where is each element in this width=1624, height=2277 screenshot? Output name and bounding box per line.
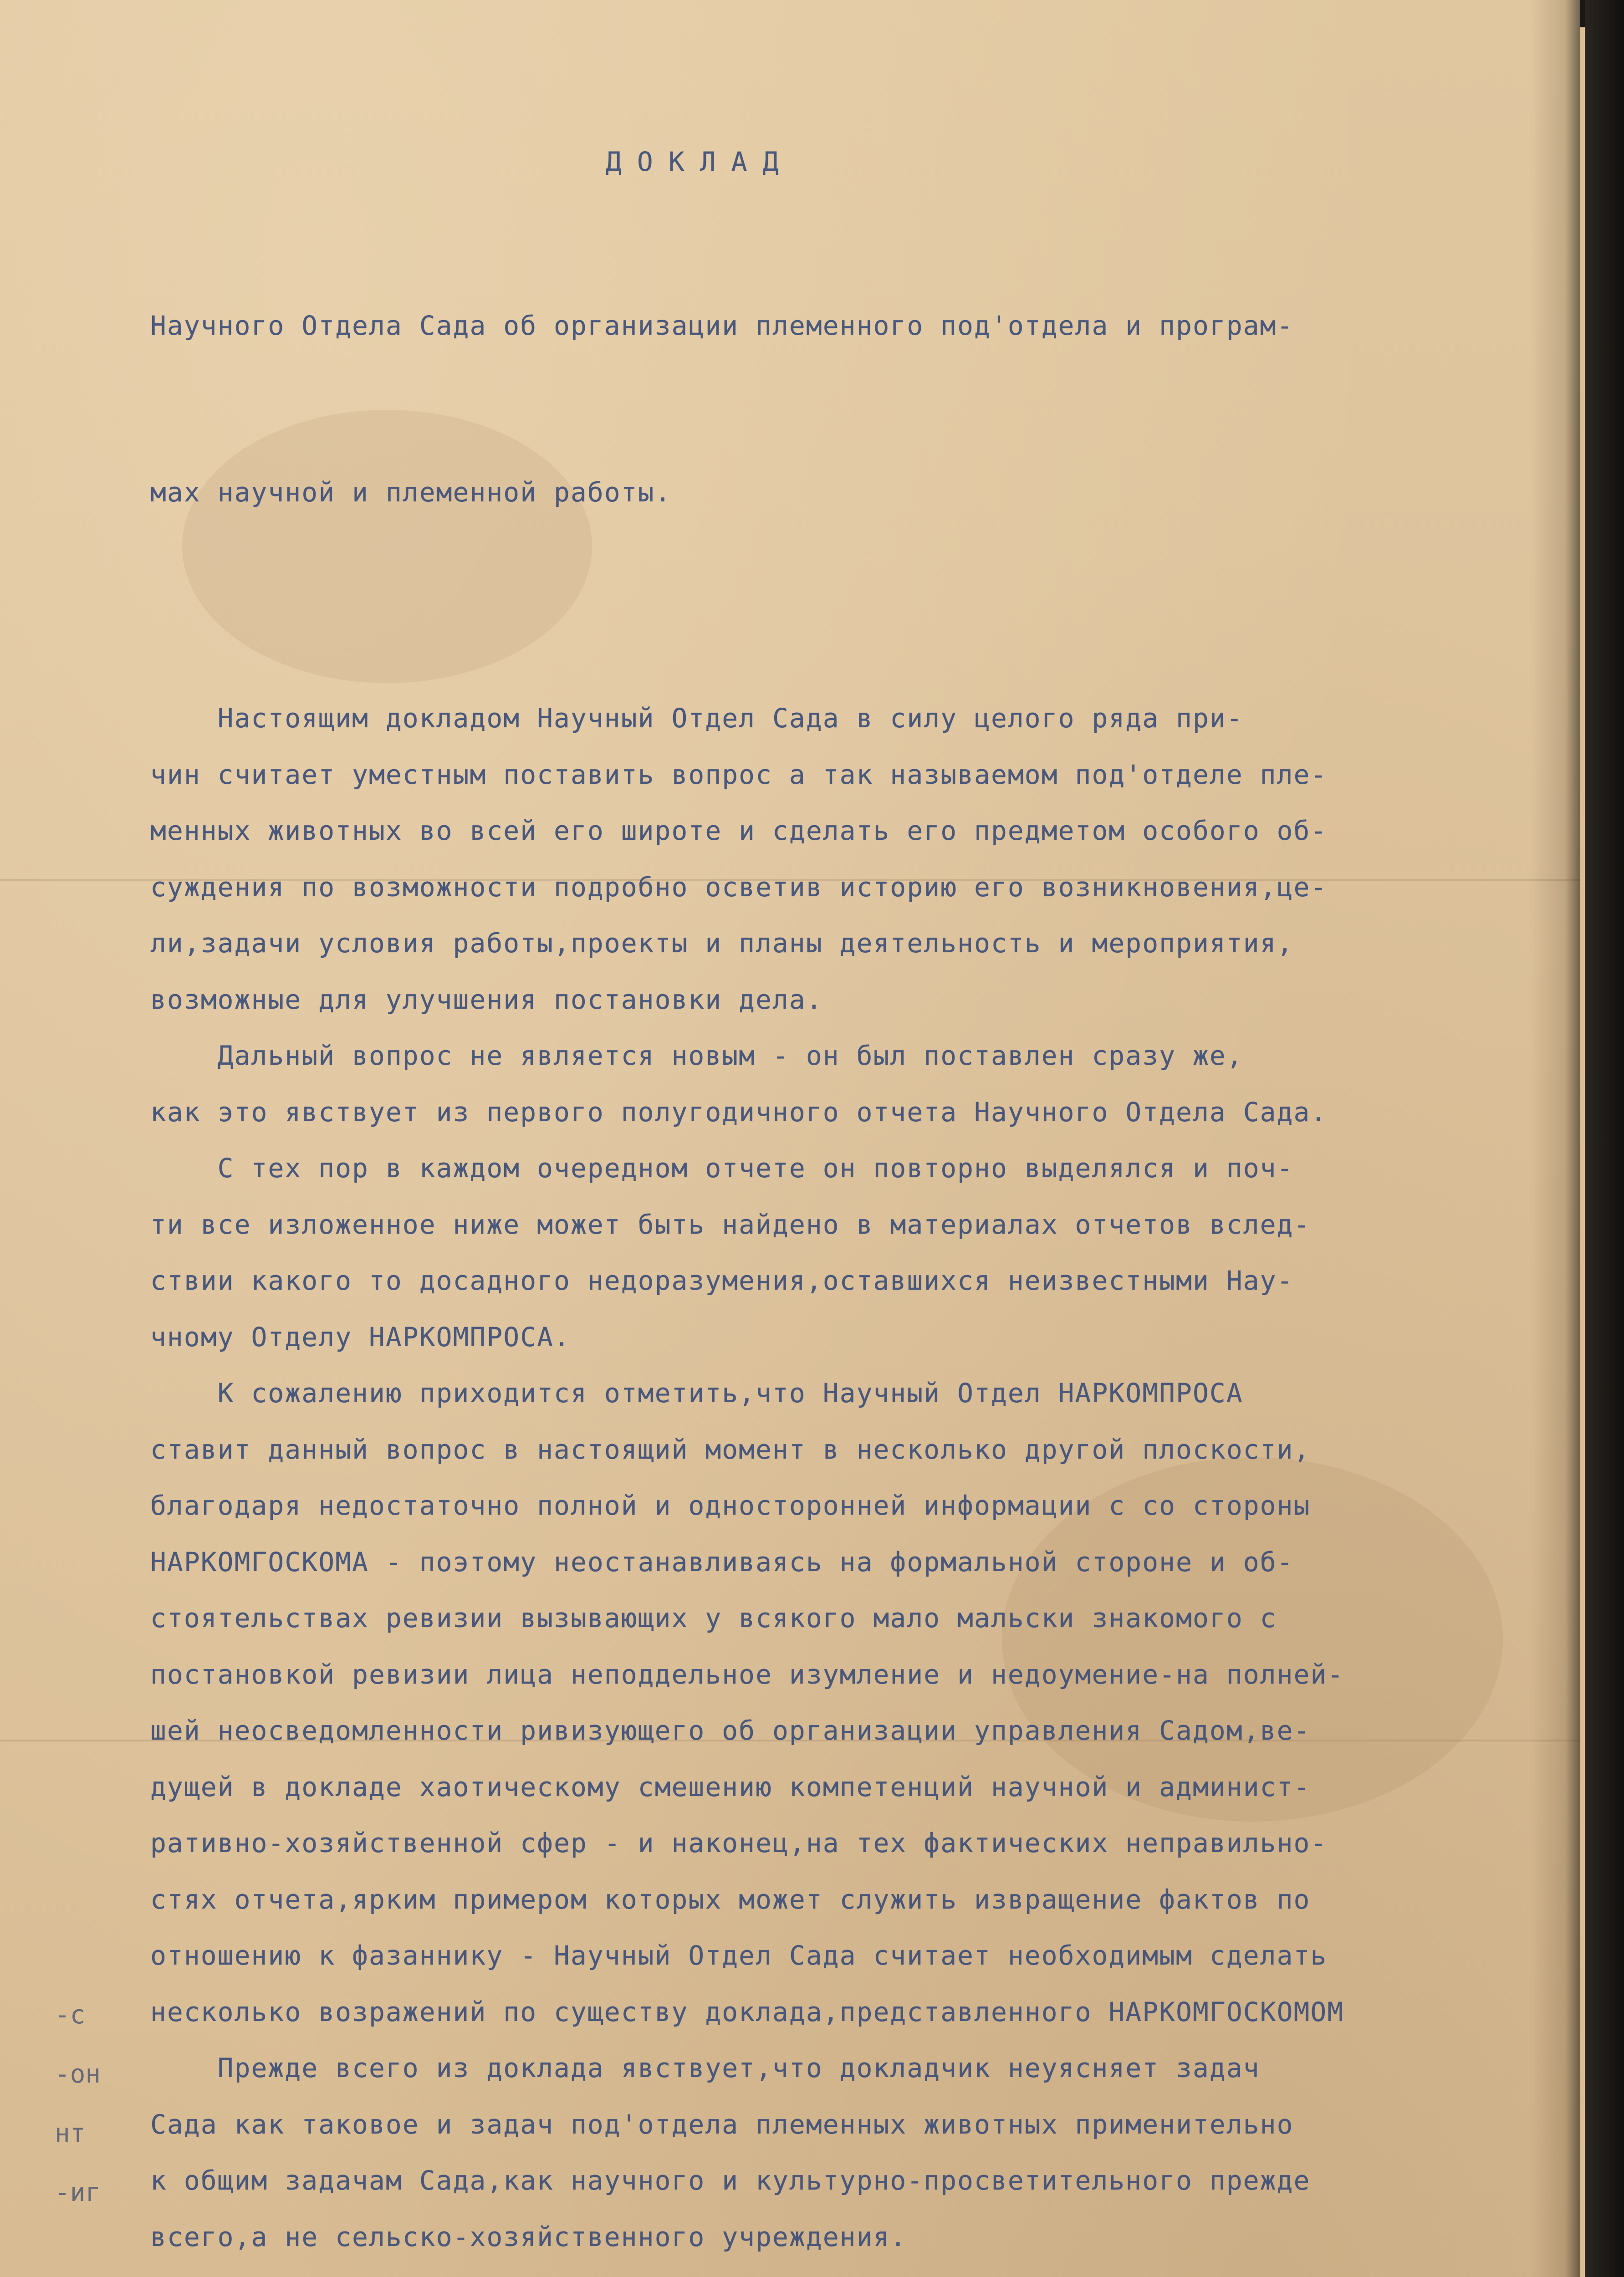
document-body [150,690,1567,2277]
body-line: всего,а не сельско-хозяйственного учреждения. [150,2221,907,2252]
body-line: менных животных во всей его широте и сделать его предметом особого об- [150,815,1328,846]
body-line: ли,задачи условия работы,проекты и планы деятельность и мероприятия, [150,928,1294,959]
body-line: несколько возражений по существу доклада,представленного НАРКОМГОСКОМОМ [150,1996,1344,2027]
body-line: суждения по возможности подробно осветив историю его возникновения,це- [150,871,1328,903]
margin-mark: -с [55,2000,86,2030]
body-line: ствии какого то досадного недоразумения,оставшихся неизвестными Нау- [150,1265,1294,1296]
body-line: Настоящим докладом Научный Отдел Сада в силу целого ряда при- [150,703,1243,734]
body-line: ставит данный вопрос в настоящий момент в несколько другой плоскости, [150,1434,1311,1465]
typewritten-text [150,137,1567,2277]
body-line: ти все изложенное ниже может быть найдено в материалах отчетов вслед- [150,1209,1311,1240]
body-line: ративно-хозяйственной сфер - и наконец,на тех фактических неправильно- [150,1828,1328,1858]
body-line: НАРКОМГОСКОМА - поэтому неостанавливаясь на формальной стороне и об- [150,1546,1294,1578]
body-line: шей неосведомленности ривизующего об организации управления Садом,ве- [150,1715,1311,1746]
subtitle-line: мах научной и племенной работы. [150,477,672,508]
subtitle-line: Научного Отдела Сада об организации племенного под'отдела и програм- [150,310,1294,341]
body-line: чному Отделу НАРКОМПРОСА. [150,1321,571,1353]
margin-annotations [55,1986,101,2222]
body-line: Сада как таковое и задач под'отдела племенных животных применительно [150,2109,1294,2140]
body-line: благодаря недостаточно полной и односторонней информации с со стороны [150,1490,1311,1521]
body-line: отношению к фазаннику - Научный Отдел Сада считает необходимым сделать [150,1940,1328,1971]
body-line: Прежде всего из доклада явствует,что докладчик неуясняет задач [150,2052,1260,2083]
document-title: ДОКЛАД [606,146,794,177]
document-subtitle [150,187,1567,631]
margin-mark: нт [55,2119,86,2148]
scan-background [1585,0,1624,2277]
body-line [150,2265,1567,2277]
body-line: чин считает уместным поставить вопрос а так называемом под'отделе пле- [150,759,1328,790]
body-line: К сожалению приходится отметить,что Научный Отдел НАРКОМПРОСА [150,1378,1243,1409]
body-line: постановкой ревизии лица неподдельное изумление и недоумение-на полней- [150,1659,1344,1690]
body-line: возможные для улучшения постановки дела. [150,984,823,1015]
body-line: С тех пор в каждом очередном отчете он повторно выделялся и поч- [150,1153,1294,1184]
body-line: Дальный вопрос не является новым - он был поставлен сразу же, [150,1040,1243,1071]
body-line: дущей в докладе хаотическому смешению компетенций научной и админист- [150,1771,1311,1802]
margin-mark: -он [55,2059,101,2089]
body-line: как это явствует из первого полугодичного отчета Научного Отдела Сада. [150,1096,1328,1128]
body-line: стях отчета,ярким примером которых может служить извращение фактов по [150,1884,1311,1915]
page-edge-shadow [1530,0,1580,2277]
body-line: стоятельствах ревизии вызывающих у всякого мало мальски знакомого с [150,1603,1277,1634]
margin-mark: -иг [55,2178,101,2207]
body-line: к общим задачам Сада,как научного и культурно-просветительного прежде [150,2165,1311,2196]
